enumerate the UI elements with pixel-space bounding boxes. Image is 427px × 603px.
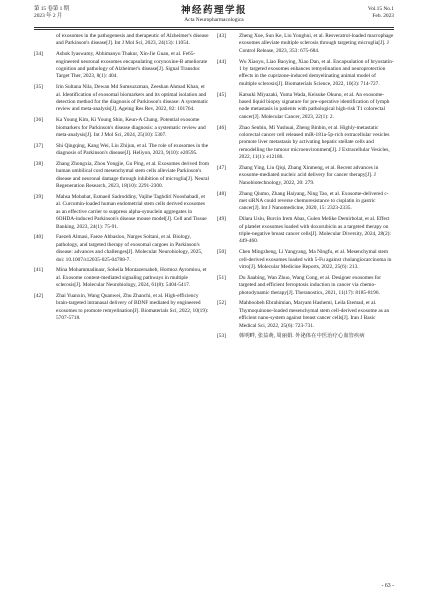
reference-number: [48] — [217, 190, 226, 197]
journal-title-en: Acta Neuropharmacologica — [184, 17, 244, 23]
date-cn: 2023 年 2 月 — [34, 13, 63, 19]
reference-text: Zhao Senbin, Mi Yushuai, Zheng Binbin, et al. Highly-metastatic colorectal cancer cell released miR-181a-5p-rich extracellular vesicles promote liver metastasis by activating hepatic stellate cells and remodelling the tumour microenvironment[J]. J Extracellular Vesicles, 2022, 11(1): e12186. — [239, 124, 390, 161]
reference-number: [50] — [217, 249, 226, 256]
reference-number: [34] — [34, 51, 43, 58]
reference-text: Zhang Ying, Liu Qiqi, Zhang Xinmeng, et al. Recent advances in exosome-mediated nucleic acid delivery for cancer therapy[J]. J Nanobiotechnology, 2022, 20: 279. — [239, 165, 379, 186]
reference-number: [36] — [34, 117, 43, 124]
header-right — [368, 6, 394, 20]
reference-number: [53] — [217, 333, 226, 340]
reference-number: [42] — [34, 292, 43, 299]
reference-entry — [217, 125, 394, 162]
reference-number: [45] — [217, 91, 226, 98]
reference-text: Mahsa Mobahat, Esmaeil Sadroddiny, Vajihe Taghdiri Nooshabadi, et al. Curcumin-loaded human endometrial stem cells derived exosomes as an effective carrier to suppress alpha-synuclein aggregates in 6OHDA-induced Parkinson's disease mouse model[J]. Cell and Tissue Banking, 2023, 24(1): 75-91. — [56, 193, 207, 230]
reference-text: Zhang Zhongxia, Zhou Yongjie, Gu Ping, et al. Exosomes derived from human umbilical cord mesenchymal stem cells alleviate Parkinson's disease and neuronal damage through inhibition of microglia[J]. Neural Regeneration Research, 2023, 18(10): 2291-2300. — [56, 160, 210, 190]
reference-text: Irin Sultana Nila, Dewan Md Sumsuzzman, Zeeshan Ahmad Khan, et al. Identification of exosomal biomarkers and its optimal isolation and detection method for the diagnosis of Parkinson's disease: A systematic review and meta-analysis[J]. Ageing Res Rev, 2022, 82: 101764. — [56, 84, 209, 113]
reference-entry — [34, 234, 210, 264]
reference-entry — [34, 194, 210, 231]
reference-entry — [34, 267, 210, 289]
reference-text: of exosomes in the pathogenesis and therapeutic of Alzheimer's disease and Parkinson's disease[J]. Int J Mol Sci, 2023, 24(13): 11054. — [56, 33, 209, 47]
reference-number: [40] — [34, 234, 43, 241]
reference-number: [52] — [217, 300, 226, 307]
reference-column-left — [34, 33, 210, 326]
header-center — [34, 6, 394, 24]
reference-number: [49] — [217, 216, 226, 223]
reference-entry — [217, 92, 394, 122]
reference-number: [35] — [34, 84, 43, 91]
reference-number: [47] — [217, 165, 226, 171]
reference-entry — [34, 51, 210, 81]
reference-text: Wu Xiaoyu, Liao Baoying, Xiao Dan, et al. Encapsulation of bryostatin-1 by targeted exosomes enhances remyelination and neuroprotection effects in the cuprizone-induced demyelinating animal model of multiple sclerosis[J]. Biomaterials Science, 2022, 10(3): 714-727. — [239, 58, 394, 87]
reference-entry — [34, 161, 210, 191]
reference-number: [41] — [34, 267, 43, 274]
reference-text: Zhang Qiumo, Zhang Haiyang, Ning Tao, et al. Exosome-delivered c-met siRNA could reverse chemoresistance to cisplatin in gastric cancer[J]. Int J Nanomedicine, 2020, 15: 2323-2335. — [239, 190, 389, 212]
volume-issue-cn: 第 15 卷第 1 期 — [34, 6, 70, 12]
reference-entry — [34, 33, 210, 48]
running-header — [34, 6, 394, 28]
reference-text: Zheng Xue, Sun Ke, Liu Yonghui, et al. Resveratrol-loaded macrophage exosomes alleviate multiple sclerosis through targeting microglia[J]. J Control Release, 2023, 353: 675-684. — [239, 33, 394, 54]
reference-entry — [217, 300, 394, 330]
header-rule-thin — [34, 29, 394, 30]
reference-text: 韩明畔, 张益萌, 周丽娟. 外泌体在中医治疗心血管疾病 — [239, 333, 365, 340]
reference-text: Katsuki Miyazaki, Yuma Wada, Keisuke Okuno, et al. An exosome-based liquid biopsy signature for pre-operative identification of lymph node metastasis in patients with pathological high-risk T1 colorectal cancer[J]. Molecular Cancer, 2023, 22(1): 2. — [239, 91, 390, 120]
page-number: - 63 - — [381, 583, 394, 589]
volume-issue-en: Vol.15 No.1 — [367, 6, 394, 12]
reference-number: [44] — [217, 58, 226, 65]
reference-entry — [217, 165, 394, 187]
reference-number: [43] — [217, 33, 226, 39]
reference-text: Shi Qingqing, Kang Wei, Liu Zhijun, et al. The role of exosomes in the diagnosis of Parkinson's disease[J]. Heliyon, 2023, 9(10): e20595. — [56, 142, 209, 157]
reference-entry — [217, 216, 394, 246]
reference-entry — [34, 293, 210, 323]
reference-entry — [34, 117, 210, 139]
reference-entry — [217, 33, 394, 55]
reference-number: [37] — [34, 142, 43, 149]
reference-text: Ashok Iyaswamy, Abhimanyu Thakur, Xin-Jie Guan, et al. Fe65-engineered neuronal exosomes encapsulating corynoxine-B ameliorate cognition and pathology of Alzheimer's disease[J]. Signal Transduc Target Ther, 2023, 8(1): 404. — [56, 51, 208, 80]
reference-text: Chen Mingzheng, Li Yangyang, Ma Ningfu, et al. Mesenchymal stem cell-derived exosomes loaded with 5-Fu against cholangiocarcinoma in vitro[J]. Molecular Medicine Reports, 2022, 25(6): 213. — [239, 249, 392, 270]
reference-text: Mahboobeh Ebrahimian, Maryam Hashemi, Leila Etemad, et al. Thymoquinone-loaded mesenchymal stem cell-derived exosome as an efficient nano-system against breast cancer cells[J]. Iran J Basic Medical Sci, 2022, 25(6): 723-731. — [239, 300, 390, 329]
reference-column-right — [217, 33, 394, 344]
reference-entry — [34, 143, 210, 158]
reference-number: [51] — [217, 274, 226, 281]
journal-title-cn: 神经药理学报 — [180, 6, 247, 16]
reference-number: [38] — [34, 160, 43, 167]
reference-entry — [217, 191, 394, 213]
reference-entry — [217, 59, 394, 89]
reference-number: [39] — [34, 193, 43, 200]
reference-number: [46] — [217, 124, 226, 131]
date-en: Feb. 2023 — [372, 13, 394, 19]
reference-entry — [217, 275, 394, 297]
reference-entry — [217, 249, 394, 271]
reference-text: Ka Young Kim, Ki Young Shin, Keun-A Chang. Potential exosome biomarkers for Parkinson's disease diagnosis: a systematic review and meta-analysis[J]. Int J Mol Sci, 2024, 25(10): 5307. — [56, 117, 206, 138]
reference-text: Zhai Yuanxin, Wang Quanwei, Zhu Zhanchi, et al. High-efficiency brain-targeted intranasal delivery of BDNF mediated by engineered exosomes to promote remyelination[J]. Biomaterials Sci, 2022, 10(19): 5707-5718. — [56, 292, 209, 322]
reference-text: Mina Mohammadinasr, Soheila Montazersaheb, Hormoz Ayromlou, et al. Exosome content-mediated signaling pathways in multiple sclerosis[J]. Molecular Neurobiology, 2024, 61(8): 5404-5417. — [56, 267, 207, 289]
reference-text: Du Jiaabing, Wan Zhuo, Wang Cong, et al. Designer exosomes for targeted and efficient ferroptosis induction in cancer via chemo-photodynamic therapy[J]. Theranostics, 2021, 11(17): 8185-8196. — [239, 274, 382, 296]
reference-entry — [217, 333, 394, 340]
reference-text: Faezeh Almasi, Faeze Abbasloo, Narges Soltani, et al. Biology, pathology, and targeted therapy of exosomal cargoes in Parkinson's disease: advances and challenges[J]. Molecular Neurobiology, 2025, doi: 10.1007/s12035-025-04788-7. — [56, 234, 203, 263]
reference-entry — [34, 84, 210, 114]
reference-text: Dilara Uslu, Burcin Irem Abas, Gulen Melike Demirbolat, et al. Effect of platelet exosomes loaded with doxorubicin as a targeted therapy on triple-negative breast cancer cells[J]. Molecular Diversity, 2024, 28(2): 449-460. — [239, 216, 391, 245]
